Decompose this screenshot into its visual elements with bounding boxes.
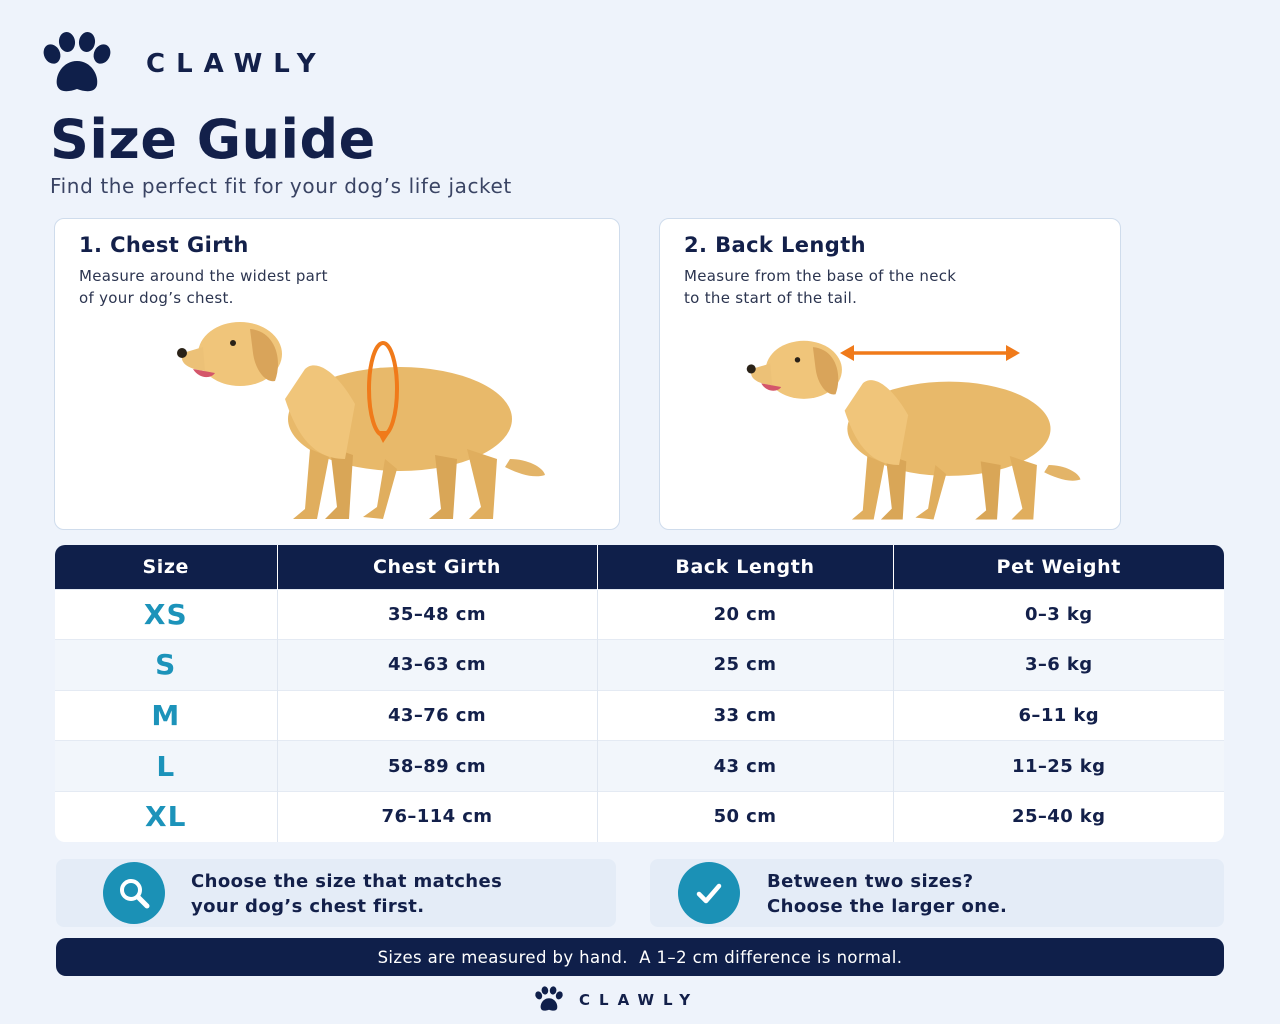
- chest-girth-title: 1. Chest Girth: [79, 233, 249, 257]
- chest-girth-desc-line2: of your dog’s chest.: [79, 289, 234, 307]
- back-length-value: 25 cm: [597, 640, 893, 691]
- page-title: Size Guide: [50, 108, 376, 171]
- size-label: S: [55, 640, 277, 691]
- dog-chest-illustration: [115, 309, 555, 524]
- back-length-value: 43 cm: [597, 741, 893, 792]
- table-header-row: [55, 545, 1224, 589]
- size-label: M: [55, 690, 277, 741]
- back-length-value: 33 cm: [597, 690, 893, 741]
- size-label: L: [55, 741, 277, 792]
- page-subtitle: Find the perfect fit for your dog’s life jacket: [50, 174, 512, 198]
- brand-name: CLAWLY: [579, 990, 700, 1009]
- back-length-description: [684, 265, 1014, 309]
- pet-weight-value: 6–11 kg: [893, 690, 1224, 741]
- back-length-value: 20 cm: [597, 589, 893, 640]
- header-size: Size: [55, 545, 277, 589]
- paw-logo-icon: [38, 32, 116, 96]
- pet-weight-value: 25–40 kg: [893, 791, 1224, 842]
- tip-larger-size-text: [767, 869, 1007, 919]
- size-table: [55, 545, 1224, 842]
- header-back-length: Back Length: [597, 545, 893, 589]
- brand-name: CLAWLY: [146, 49, 327, 79]
- table-row: [55, 589, 1224, 640]
- back-length-value: 50 cm: [597, 791, 893, 842]
- pet-weight-value: 11–25 kg: [893, 741, 1224, 792]
- header-pet-weight: Pet Weight: [893, 545, 1224, 589]
- tip-line2: Choose the larger one.: [767, 896, 1008, 917]
- search-icon: [103, 862, 165, 924]
- back-length-card: [659, 218, 1121, 530]
- chest-girth-description: [79, 265, 409, 309]
- measurement-note-bar: [56, 938, 1224, 976]
- tip-line1: Choose the size that matches: [191, 871, 503, 892]
- chest-girth-value: 43–76 cm: [277, 690, 597, 741]
- header-chest-girth: Chest Girth: [277, 545, 597, 589]
- pet-weight-value: 3–6 kg: [893, 640, 1224, 691]
- tip-line2: your dog’s chest first.: [191, 896, 425, 917]
- chest-girth-value: 58–89 cm: [277, 741, 597, 792]
- back-length-desc-line1: Measure from the base of the neck: [684, 267, 957, 285]
- measurement-note-text: Sizes are measured by hand. A 1–2 cm difference is normal.: [377, 947, 903, 967]
- checkmark-icon: [678, 862, 740, 924]
- paw-logo-icon: [533, 986, 565, 1013]
- brand-header: [38, 32, 327, 96]
- back-length-arrow-icon: [838, 343, 1022, 363]
- dog-silhouette: [177, 322, 545, 519]
- chest-girth-value: 76–114 cm: [277, 791, 597, 842]
- dog-silhouette: [747, 341, 1081, 520]
- table-row: [55, 791, 1224, 842]
- chest-girth-card: [54, 218, 620, 530]
- size-label: XS: [55, 589, 277, 640]
- table-row: [55, 741, 1224, 792]
- back-length-desc-line2: to the start of the tail.: [684, 289, 858, 307]
- pet-weight-value: 0–3 kg: [893, 589, 1224, 640]
- table-row: [55, 640, 1224, 691]
- back-length-title: 2. Back Length: [684, 233, 866, 257]
- tip-larger-size: [650, 859, 1224, 927]
- chest-girth-desc-line1: Measure around the widest part: [79, 267, 328, 285]
- size-label: XL: [55, 791, 277, 842]
- tip-chest-first: [56, 859, 616, 927]
- table-row: [55, 690, 1224, 741]
- brand-footer: [533, 986, 699, 1013]
- chest-girth-value: 43–63 cm: [277, 640, 597, 691]
- tip-line1: Between two sizes?: [767, 871, 974, 892]
- chest-girth-value: 35–48 cm: [277, 589, 597, 640]
- tip-chest-first-text: [191, 869, 502, 919]
